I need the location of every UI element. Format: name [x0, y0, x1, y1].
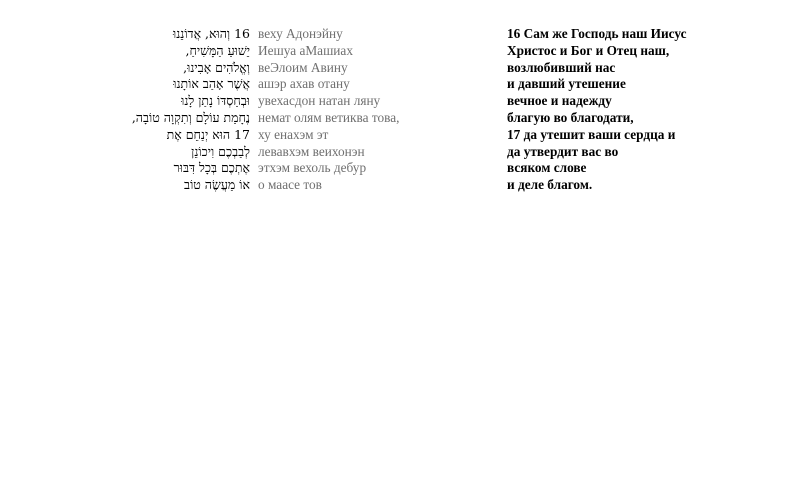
russian-line: всяком слове	[507, 160, 587, 176]
hebrew-line: אֲשֶׁר אָהַב אוֹתָנוּ	[173, 76, 250, 92]
hebrew-line: 17 הוּא יְנַחֵם אֶת	[166, 126, 250, 142]
russian-translation-column	[507, 26, 797, 194]
russian-line: Христос и Бог и Отец наш,	[507, 42, 670, 58]
transliteration-line: левавхэм веихонэн	[258, 143, 365, 159]
russian-line: 16 Сам же Господь наш Иисус	[507, 26, 687, 41]
hebrew-text-column	[110, 26, 250, 194]
transliteration-line: Иешуа аМашиах	[258, 42, 353, 58]
russian-line: и давший утешение	[507, 76, 626, 92]
transliteration-line: ху енахэм эт	[258, 126, 329, 142]
russian-line: благую во благодати,	[507, 109, 634, 125]
transliteration-line: веху Адонэйну	[258, 26, 343, 41]
transliteration-line: увехасдон натан ляну	[258, 93, 381, 109]
hebrew-line: יֵשׁוּעַ הַמָּשִׁיחַ,	[185, 42, 250, 58]
transliteration-column	[258, 26, 458, 194]
russian-line: да утвердит вас во	[507, 143, 619, 159]
russian-line: вечное и надежду	[507, 93, 612, 109]
transliteration-line: ашэр ахав отану	[258, 76, 350, 92]
transliteration-line: немат олям ветиква това,	[258, 109, 400, 125]
transliteration-line: этхэм вехоль дебур	[258, 160, 367, 176]
hebrew-line: אֶתְכֶם בְּכָל דִּבּוּר	[173, 160, 250, 176]
hebrew-line: וּבְחַסְדּוֹ נָתַן לָנוּ	[181, 93, 250, 109]
hebrew-line: 16 וְהוּא, אֲדוֹנֵנוּ	[173, 26, 250, 41]
russian-line: возлюбивший нас	[507, 59, 616, 75]
hebrew-line: וְאֱלֹהִים אָבִינוּ,	[183, 59, 250, 75]
transliteration-line: о маасе тов	[258, 177, 322, 193]
russian-line: и деле благом.	[507, 177, 593, 193]
russian-line: 17 да утешит ваши сердца и	[507, 126, 676, 142]
transliteration-line: веЭлоим Авину	[258, 59, 348, 75]
hebrew-line: נֶחָמַת עוֹלָם וְתִקְוָה טוֹבָה,	[131, 109, 250, 125]
hebrew-line: אוֹ מַעֲשֶׂה טוֹב	[184, 177, 250, 193]
hebrew-line: לְבַבְכֶם וִיכוֹנֵן	[191, 143, 250, 159]
